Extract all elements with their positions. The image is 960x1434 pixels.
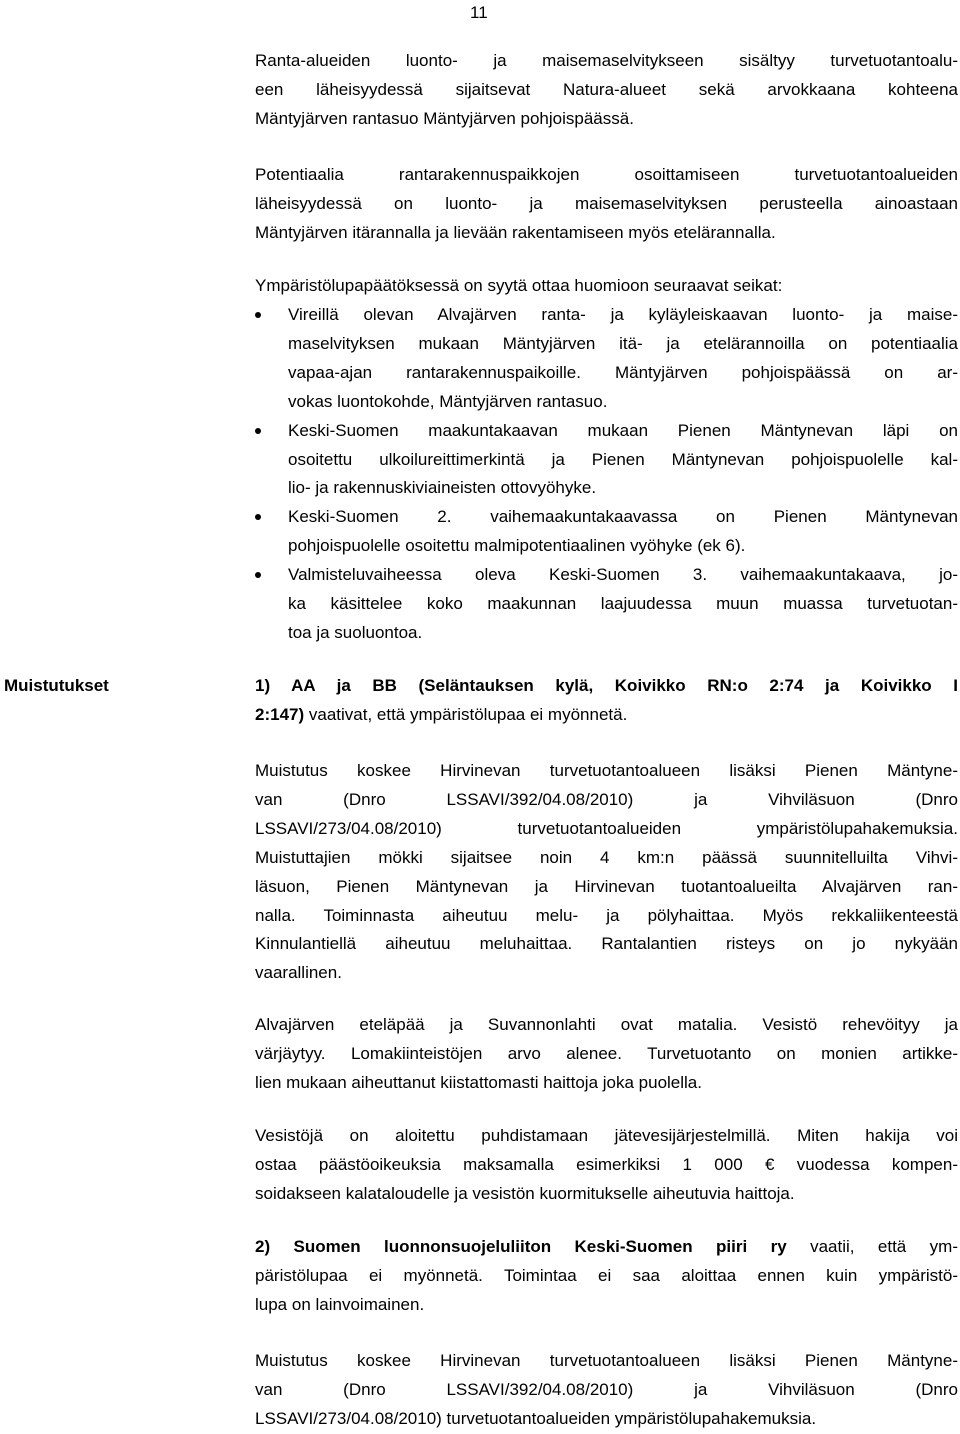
text-line: Mäntyjärven itärannalla ja lievään rakentamiseen myös etelärannalla. <box>255 222 776 242</box>
list-item <box>255 561 958 648</box>
muistutus-1-heading <box>255 672 958 730</box>
text-line <box>255 701 958 730</box>
page-number: 11 <box>470 3 488 22</box>
bullet-list <box>255 301 958 648</box>
paragraph-natura <box>255 47 958 134</box>
text-line: Potentiaalia rantarakennuspaikkojen osoittamiseen turvetuotantoalueiden <box>255 165 958 184</box>
text-line: ostaa päästöoikeuksia maksamalla esimerkiksi 1 000 € vuodessa kompen- <box>255 1154 958 1174</box>
list-item <box>255 417 958 504</box>
muistutus-1-title-cont: 2:147) <box>255 704 305 724</box>
paragraph-vesistot <box>255 1122 958 1209</box>
text-line: van (Dnro LSSAVI/392/04.08/2010) ja Vihviläsuon (Dnro <box>255 789 958 809</box>
text-line: Vesistöjä on aloitettu puhdistamaan jätevesijärjestelmillä. Miten hakija voi <box>255 1126 958 1145</box>
list-item <box>255 301 958 417</box>
muistutus-2 <box>255 1233 958 1320</box>
text-line: Keski-Suomen 2. vaihemaakuntakaavassa on Pienen Mäntynevan <box>288 507 958 527</box>
text-line <box>255 1233 958 1262</box>
text-line: soidakseen kalataloudelle ja vesistön kuormitukselle aiheutuvia haittoja. <box>255 1183 795 1203</box>
paragraph-muistutus-2 <box>255 1347 958 1434</box>
text-line: Ympäristölupapäätöksessä on syytä ottaa huomioon seuraavat seikat: <box>255 276 783 295</box>
text-line: LSSAVI/273/04.08/2010) turvetuotantoalueiden ympäristölupahakemuksia. <box>255 818 958 838</box>
text-line: Muistuttajien mökki sijaitsee noin 4 km:n päässä suunnitelluilta Vihvi- <box>255 847 958 867</box>
text-line: Muistutus koskee Hirvinevan turvetuotantoalueen lisäksi Pienen Mäntyne- <box>255 1351 958 1370</box>
text-line <box>255 672 958 701</box>
text-line: osoitettu ulkoilureittimerkintä ja Pienen Mäntynevan pohjoispuolelle kal- <box>288 449 958 469</box>
text-line: Ranta-alueiden luonto- ja maisemaselvitykseen sisältyy turvetuotantoalu- <box>255 51 958 70</box>
text-line: Valmisteluvaiheessa oleva Keski-Suomen 3. vaihemaakuntakaava, jo- <box>288 565 958 585</box>
text-line: Alvajärven eteläpää ja Suvannonlahti ovat matalia. Vesistö rehevöityy ja <box>255 1015 958 1034</box>
text-line: Keski-Suomen maakuntakaavan mukaan Pienen Mäntynevan läpi on <box>288 420 958 440</box>
paragraph-rantarakennus <box>255 161 958 248</box>
muistutus-1-demand: vaativat, että ympäristölupaa ei myönnetä. <box>304 704 628 724</box>
text-line: vapaa-ajan rantarakennuspaikoille. Mäntyjärven pohjoispäässä on ar- <box>288 362 958 382</box>
text-line: lien mukaan aiheuttanut kiistattomasti haittoja joka puolella. <box>255 1072 702 1092</box>
text-line: vokas luontokohde, Mäntyjärven rantasuo. <box>288 391 608 411</box>
text-line: een läheisyydessä sijaitsevat Natura-alueet sekä arvokkaana kohteena <box>255 79 958 99</box>
text-line: Mäntyjärven rantasuo Mäntyjärven pohjoispäässä. <box>255 108 634 128</box>
muistutus-2-demand: vaatii, että ym- <box>786 1237 958 1256</box>
text-line: maselvityksen mukaan Mäntyjärven itä- ja etelärannoilla on potentiaalia <box>288 333 958 353</box>
text-line: päristölupaa ei myönnetä. Toimintaa ei saa aloittaa ennen kuin ympäristö- <box>255 1265 958 1285</box>
text-line: toa ja suoluontoa. <box>288 622 423 642</box>
text-line: läheisyydessä on luonto- ja maisemaselvityksen perusteella ainoastaan <box>255 193 958 213</box>
text-line: van (Dnro LSSAVI/392/04.08/2010) ja Vihviläsuon (Dnro <box>255 1379 958 1399</box>
text-line: Kinnulantiellä aiheutuu meluhaittaa. Rantalantien risteys on jo nykyään <box>255 934 958 954</box>
muistutus-1-title: 1) AA ja BB (Seläntauksen kylä, Koivikko RN:o 2:74 ja Koivikko I <box>255 676 958 695</box>
text-line: Muistutus koskee Hirvinevan turvetuotantoalueen lisäksi Pienen Mäntyne- <box>255 761 958 780</box>
text-line: pohjoispuolelle osoitettu malmipotentiaalinen vyöhyke (ek 6). <box>288 536 746 556</box>
muistutus-2-title: 2) Suomen luonnonsuojeluliiton Keski-Suomen piiri ry <box>255 1237 787 1256</box>
text-line: ka käsittelee koko maakunnan laajuudessa muun muassa turvetuotan- <box>288 594 958 614</box>
list-item <box>255 503 958 561</box>
section-label-muistutukset: Muistutukset <box>4 676 109 695</box>
text-line: vaarallinen. <box>255 963 342 983</box>
text-line: lio- ja rakennuskiviaineisten ottovyöhyke. <box>288 478 597 498</box>
text-line: LSSAVI/273/04.08/2010) turvetuotantoalueiden ympäristölupahakemuksia. <box>255 1408 817 1428</box>
text-line: läsuon, Pienen Mäntynevan ja Hirvinevan tuotantoalueilta Alvajärven ran- <box>255 876 958 896</box>
paragraph-muistutus-1 <box>255 757 958 988</box>
paragraph-seikat-intro <box>255 272 958 301</box>
paragraph-alvajarvi <box>255 1011 958 1098</box>
text-line: nalla. Toiminnasta aiheutuu melu- ja pölyhaittaa. Myös rekkaliikenteestä <box>255 905 958 925</box>
text-line: värjäytyy. Lomakiinteistöjen arvo alenee. Turvetuotanto on monien artikke- <box>255 1043 958 1063</box>
text-line: Vireillä olevan Alvajärven ranta- ja kyläyleiskaavan luonto- ja maise- <box>288 305 958 324</box>
text-line: lupa on lainvoimainen. <box>255 1294 425 1314</box>
